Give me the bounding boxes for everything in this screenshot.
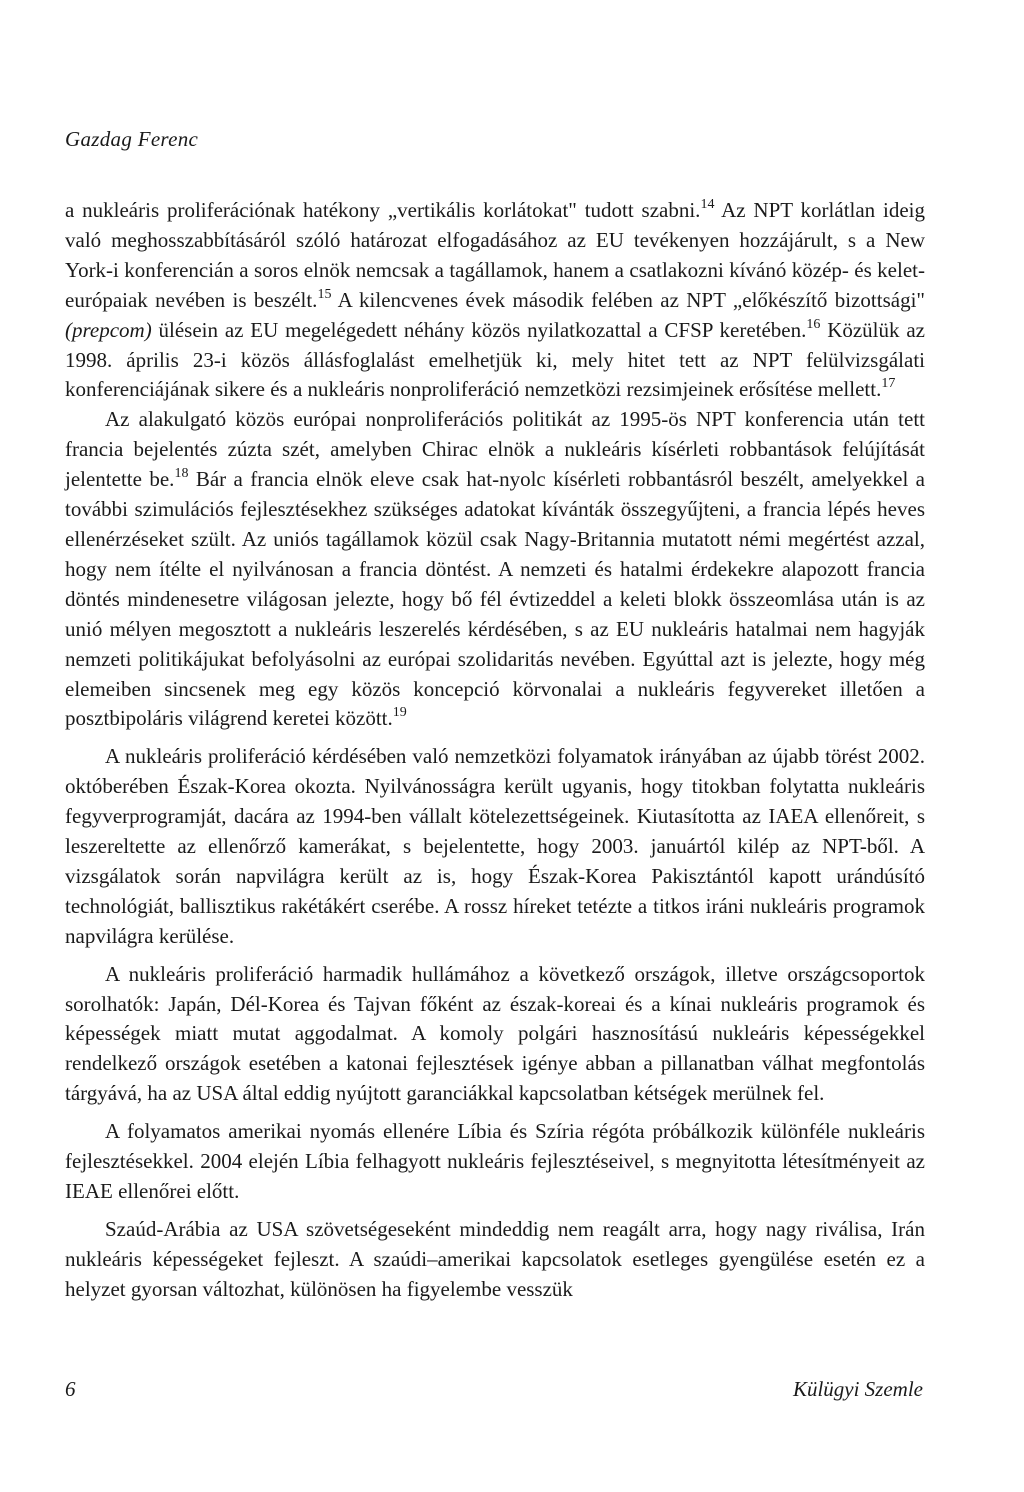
paragraph <box>65 1215 925 1305</box>
paragraph <box>65 960 925 1110</box>
footnote-ref: 15 <box>317 286 332 302</box>
text-run: A nukleáris proliferáció kérdésében való nemzetközi folyamatok irányában az újabb törést 2002. októberében Észak-Korea okozta. Nyilvánosságra került ugyanis, hogy titokban folytatta nukleáris fegyverprogramját, dacára az 1994-ben vállalt kötelezettségeinek. Kiutasította az IAEA ellenőreit, s leszereltette az ellenőrző kamerákat, s bejelentette, hogy 2003. januártól kilép az NPT-ből. A vizsgálatok során napvilágra került az is, hogy Észak-Korea Pakisztántól kapott urándúsító technológiát, ballisztikus rakétákért cserébe. A rossz híreket tetézte a titkos iráni nukleáris programok napvilágra kerülése. <box>65 744 925 948</box>
italic-term: (prepcom) <box>65 317 152 342</box>
paragraph <box>65 1117 925 1207</box>
footnote-ref: 18 <box>174 466 189 482</box>
journal-title: Külügyi Szemle <box>792 1377 923 1401</box>
text-run: A kilencvenes évek második felében az NPT „előkészítő bizottsági" <box>331 287 925 312</box>
footnote-ref: 14 <box>700 197 715 212</box>
text-run: ülésein az EU megelégedett néhány közös nyilatkozattal a CFSP keretében. <box>151 317 807 342</box>
article-body <box>65 196 925 1305</box>
text-run: Bár a francia elnök eleve csak hat-nyolc kísérleti robbantásról beszélt, amelyekkel a további szimulációs fejlesztésekhez szükséges adatokat kívánták összegyűjteni, a francia lépés heves ellenérzéseket szült. Az uniós tagállamok közül csak Nagy-Britannia mutatott némi megértést azzal, hogy nem ítélte el nyilvánosan a francia döntést. A nemzeti és hatalmi érdekekre alapozott francia döntés mindenesetre világosan jelezte, hogy bő fél évtizeddel a keleti blokk összeomlása után is az unió mélyen megosztott a nukleáris leszerelés kérdésében, s az EU nukleáris hatalmai nem hagyják nemzeti politikájukat befolyásolni az európai szolidaritás nevében. Egyúttal azt is jelezte, hogy még elemeiben sincsenek meg egy közös koncepció körvonalai a nukleáris fegyvereket illetően a posztbipoláris világrend keretei között. <box>65 467 925 731</box>
text-run: Közülük az 1998. április 23-i közös állásfoglalást emelhetjük ki, mely hitet tett az NPT felülvizsgálati konferenciájának sikere és a nukleáris nonproliferáció nemzetközi rezsimjeinek erősítése mellett. <box>65 317 925 402</box>
paragraph <box>65 196 925 405</box>
text-run: Szaúd-Arábia az USA szövetségeseként mindeddig nem reagált arra, hogy nagy riválisa, Irán nukleáris képességeket fejleszt. A szaúdi–amerikai kapcsolatok esetleges gyengülése esetén ez a helyzet gyorsan változhat, különösen ha figyelembe vesszük <box>65 1216 925 1301</box>
page-number: 6 <box>65 1377 76 1401</box>
footnote-ref: 19 <box>392 705 407 721</box>
running-head-author: Gazdag Ferenc <box>65 127 199 151</box>
text-run: A folyamatos amerikai nyomás ellenére Líbia és Szíria régóta próbálkozik különféle nukleáris fejlesztésekkel. 2004 elején Líbia felhagyott nukleáris fejlesztéseivel, s megnyitotta létesítményeit az IEAE ellenőrei előtt. <box>65 1119 925 1203</box>
text-run: Az NPT korlátlan ideig való meghosszabbításáról szóló határozat elfogadásához az EU tevékenyen hozzájárult, s a New York-i konferencián a soros elnök nemcsak a tagállamok, hanem a csatlakozni kívánó közép- és kelet-európaiak nevében is beszélt. <box>65 198 926 312</box>
footnote-ref: 17 <box>881 376 896 392</box>
footnote-ref: 16 <box>806 316 821 332</box>
paragraph <box>65 405 925 734</box>
text-run: a nukleáris proliferációnak hatékony „vertikális korlátokat" tudott szabni. <box>65 198 701 222</box>
paragraph <box>65 742 925 951</box>
text-run: Az alakulgató közös európai nonproliferációs politikát az 1995-ös NPT konferencia után tett francia bejelentés zúzta szét, amelyben Chirac elnök a nukleáris kísérleti robbantások felújítását jelentette be. <box>65 407 925 492</box>
text-run: A nukleáris proliferáció harmadik hullámához a következő országok, illetve országcsoportok sorolhatók: Japán, Dél-Korea és Tajvan főként az észak-koreai és a kínai nukleáris programok és képességek miatt mutat aggodalmat. A komoly polgári hasznosítású nukleáris képességekkel rendelkező országok esetében a katonai fejlesztések igénye abban a pillanatban válhat megfontolás tárgyává, ha az USA által eddig nyújtott garanciákkal kapcsolatban kétségek merülnek fel. <box>65 961 925 1106</box>
